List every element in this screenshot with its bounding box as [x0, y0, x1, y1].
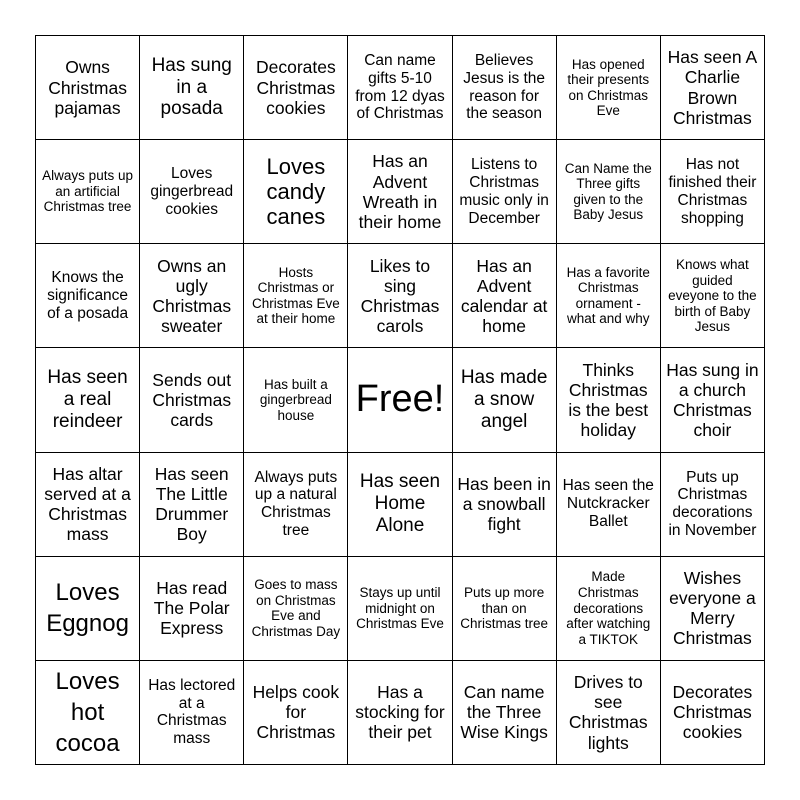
cell-text: Hosts Christmas or Christmas Eve at their home	[251, 264, 340, 327]
bingo-cell-r2c6[interactable]	[557, 140, 661, 244]
cell-text: Has seen the Nutckracker Ballet	[562, 477, 654, 531]
cell-text: Has altar served at a Christmas mass	[44, 463, 131, 545]
cell-text: Has an Advent Wreath in their home	[358, 151, 442, 232]
cell-text: Has read The Polar Express	[153, 578, 230, 639]
cell-text: Has built a gingerbread house	[259, 376, 332, 423]
cell-text: Always puts up an artificial Christmas tree	[42, 168, 133, 215]
cell-text: Puts up Christmas decorations in November	[668, 468, 757, 539]
bingo-cell-r4c2[interactable]	[140, 348, 244, 452]
cell-text: Has seen A Charlie Brown Christmas	[667, 47, 758, 128]
cell-text: Decorates Christmas cookies	[255, 57, 336, 118]
bingo-cell-r6c7[interactable]	[661, 557, 765, 661]
cell-text: Has opened their presents on Christmas Eve	[567, 56, 650, 119]
bingo-cell-r7c5[interactable]	[453, 661, 557, 765]
bingo-cell-r3c3[interactable]	[244, 244, 348, 348]
bingo-cell-r6c6[interactable]	[557, 557, 661, 661]
free-space[interactable]	[348, 348, 452, 452]
bingo-cell-r1c1[interactable]	[36, 36, 140, 140]
bingo-cell-r3c2[interactable]	[140, 244, 244, 348]
cell-text: Puts up more than on Christmas tree	[460, 585, 549, 632]
cell-text: Has made a snow angel	[460, 367, 548, 432]
bingo-cell-r4c7[interactable]	[661, 348, 765, 452]
bingo-cell-r2c3[interactable]	[244, 140, 348, 244]
cell-text: Made Christmas decorations after watching a TIKTOK	[566, 569, 651, 647]
bingo-cell-r2c7[interactable]	[661, 140, 765, 244]
bingo-board	[35, 35, 765, 765]
bingo-cell-r7c2[interactable]	[140, 661, 244, 765]
cell-text: Has seen The Little Drummer Boy	[154, 463, 229, 545]
bingo-cell-r1c6[interactable]	[557, 36, 661, 140]
cell-text: Has sung in a posada	[151, 54, 232, 120]
bingo-cell-r6c3[interactable]	[244, 557, 348, 661]
cell-text: Has not finished their Christmas shopping	[668, 156, 757, 227]
cell-text: Has seen a real reindeer	[47, 367, 128, 432]
bingo-cell-r7c7[interactable]	[661, 661, 765, 765]
cell-text: Knows what guided eveyone to the birth of Baby Jesus	[668, 257, 757, 335]
cell-text: Has a stocking for their pet	[355, 682, 445, 743]
cell-text: Sends out Christmas cards	[152, 369, 232, 431]
bingo-cell-r5c2[interactable]	[140, 453, 244, 557]
bingo-cell-r5c3[interactable]	[244, 453, 348, 557]
cell-text: Has seen Home Alone	[359, 471, 441, 537]
bingo-cell-r1c2[interactable]	[140, 36, 244, 140]
cell-text: Decorates Christmas cookies	[672, 682, 753, 743]
cell-text: Has been in a snowball fight	[457, 473, 551, 535]
bingo-cell-r5c5[interactable]	[453, 453, 557, 557]
bingo-cell-r1c3[interactable]	[244, 36, 348, 140]
bingo-cell-r3c1[interactable]	[36, 244, 140, 348]
cell-text: Can Name the Three gifts given to the Baby Jesus	[564, 160, 652, 223]
cell-text: Stays up until midnight on Christmas Eve	[356, 585, 444, 632]
bingo-cell-r6c2[interactable]	[140, 557, 244, 661]
bingo-cell-r3c4[interactable]	[348, 244, 452, 348]
cell-text: Owns an ugly Christmas sweater	[152, 255, 232, 336]
bingo-cell-r1c7[interactable]	[661, 36, 765, 140]
bingo-cell-r4c1[interactable]	[36, 348, 140, 452]
bingo-cell-r2c1[interactable]	[36, 140, 140, 244]
cell-text: Listens to Christmas music only in December	[459, 156, 549, 227]
bingo-cell-r2c2[interactable]	[140, 140, 244, 244]
bingo-cell-r4c3[interactable]	[244, 348, 348, 452]
cell-text: Likes to sing Christmas carols	[360, 255, 440, 336]
cell-text: Has sung in a church Christmas choir	[666, 359, 759, 441]
bingo-cell-r5c6[interactable]	[557, 453, 661, 557]
cell-text: Drives to see Christmas lights	[568, 672, 648, 753]
cell-text: Loves gingerbread cookies	[150, 164, 234, 218]
bingo-cell-r4c6[interactable]	[557, 348, 661, 452]
cell-text: Owns Christmas pajamas	[48, 57, 127, 118]
bingo-cell-r3c6[interactable]	[557, 244, 661, 348]
free-space-text: Free!	[355, 378, 445, 421]
cell-text: Believes Jesus is the reason for the season	[463, 51, 546, 123]
bingo-cell-r6c5[interactable]	[453, 557, 557, 661]
cell-text: Goes to mass on Christmas Eve and Christmas Day	[251, 577, 341, 639]
bingo-cell-r5c1[interactable]	[36, 453, 140, 557]
cell-text: Knows the significance of a posada	[47, 269, 129, 322]
bingo-cell-r2c5[interactable]	[453, 140, 557, 244]
bingo-cell-r1c5[interactable]	[453, 36, 557, 140]
cell-text: Can name the Three Wise Kings	[460, 682, 548, 743]
bingo-cell-r4c5[interactable]	[453, 348, 557, 452]
cell-text: Thinks Christmas is the best holiday	[568, 359, 649, 441]
bingo-cell-r7c1[interactable]	[36, 661, 140, 765]
cell-text: Has an Advent calendar at home	[460, 255, 548, 336]
bingo-cell-r3c7[interactable]	[661, 244, 765, 348]
bingo-cell-r5c4[interactable]	[348, 453, 452, 557]
cell-text: Helps cook for Christmas	[252, 682, 340, 743]
cell-text: Loves Eggnog	[46, 579, 129, 638]
bingo-cell-r3c5[interactable]	[453, 244, 557, 348]
cell-text: Loves candy canes	[266, 153, 326, 230]
cell-text: Has a favorite Christmas ornament - what and why	[566, 264, 650, 327]
bingo-cell-r7c3[interactable]	[244, 661, 348, 765]
bingo-cell-r6c4[interactable]	[348, 557, 452, 661]
cell-text: Loves hot cocoa	[55, 667, 120, 758]
bingo-cell-r5c7[interactable]	[661, 453, 765, 557]
bingo-cell-r6c1[interactable]	[36, 557, 140, 661]
cell-text: Wishes everyone a Merry Christmas	[669, 568, 756, 649]
bingo-cell-r1c4[interactable]	[348, 36, 452, 140]
cell-text: Always puts up a natural Christmas tree	[254, 468, 338, 539]
cell-text: Has lectored at a Christmas mass	[148, 676, 236, 748]
bingo-cell-r2c4[interactable]	[348, 140, 452, 244]
bingo-cell-r7c6[interactable]	[557, 661, 661, 765]
cell-text: Can name gifts 5-10 from 12 dyas of Christmas	[355, 51, 445, 123]
bingo-cell-r7c4[interactable]	[348, 661, 452, 765]
